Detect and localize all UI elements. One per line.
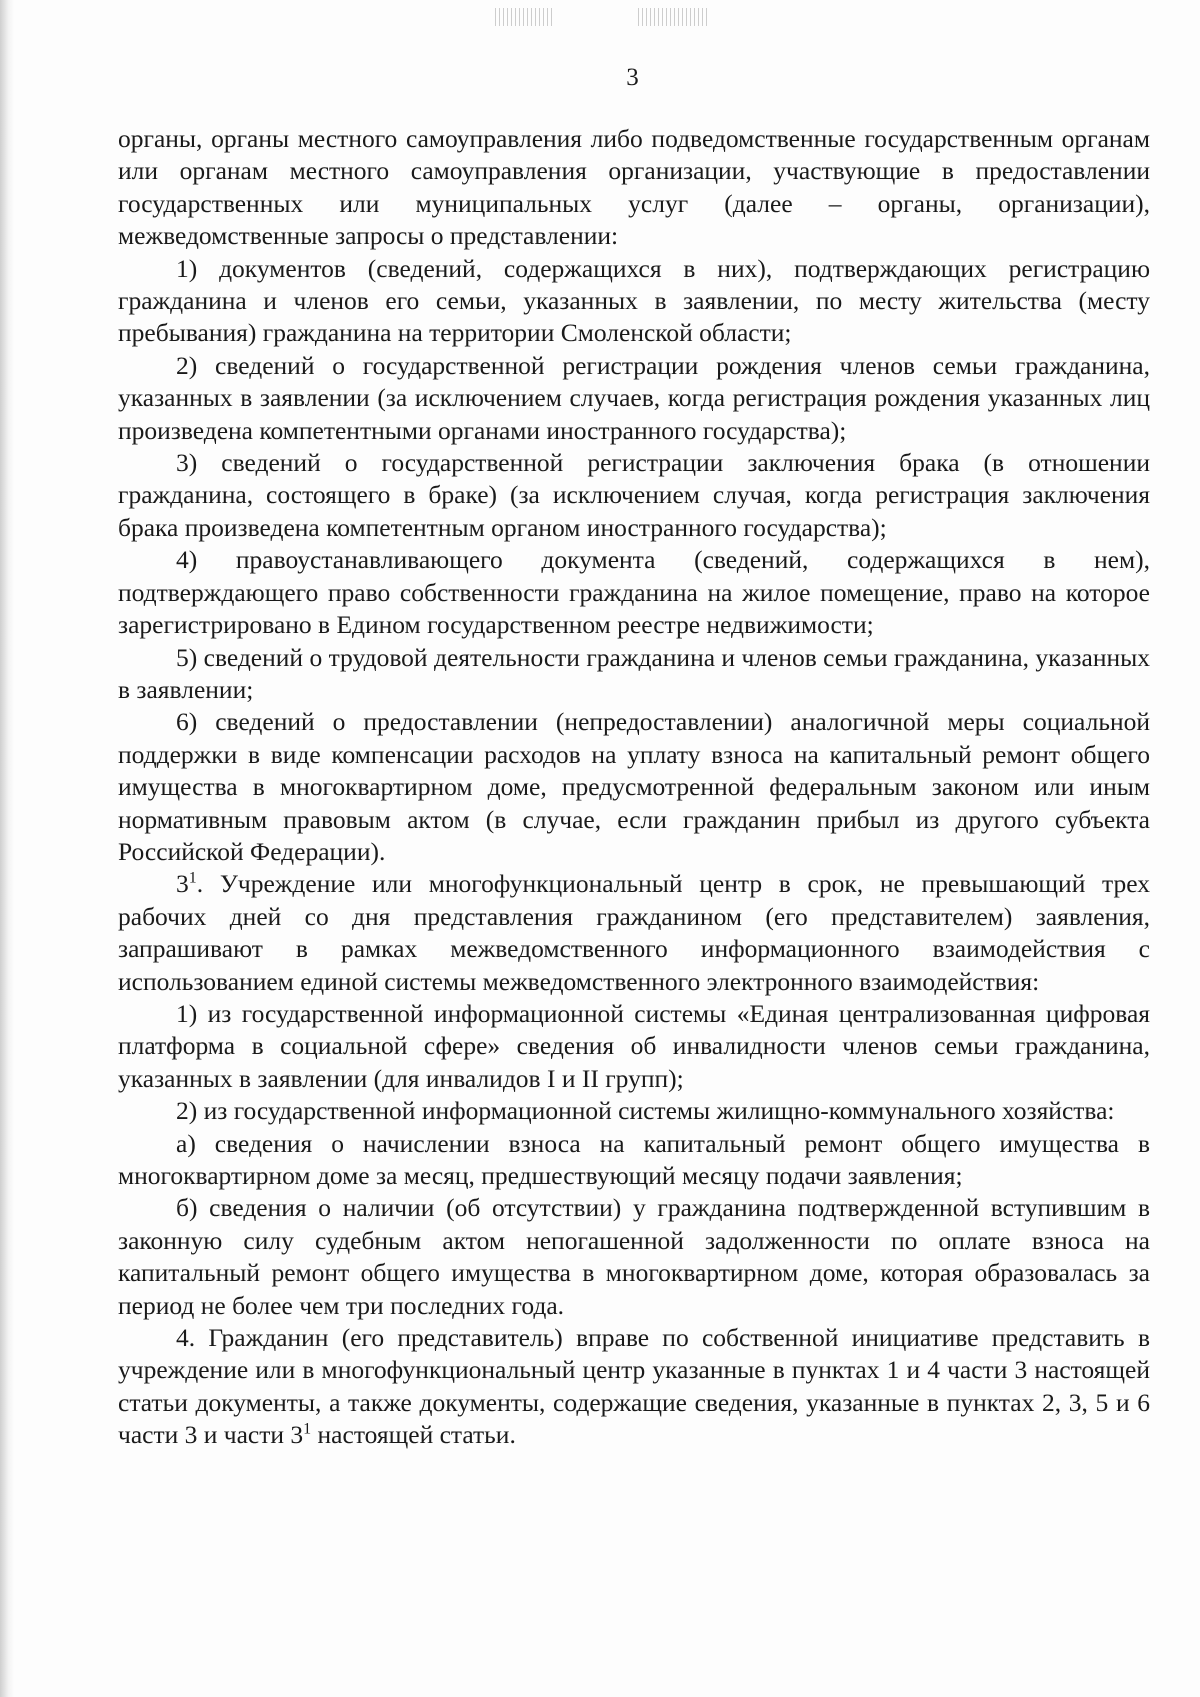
list-item-1: 1) документов (сведений, содержащихся в них), подтверждающих регистрацию гражданина и членов его семьи, указанных в заявлении, по месту жительства (месту пребывания) гражданина на территории Смоленской области; [118,253,1150,348]
part-superscript: 1 [188,869,197,887]
list-item-4: 4) правоустанавливающего документа (сведений, содержащихся в нем), подтверждающего право собственности гражданина на жилое помещение, право на которое зарегистрировано в Едином государственном реестре недвижимости; [118,545,1150,640]
list-item-2: 2) сведений о государственной регистрации рождения членов семьи гражданина, указанных в заявлении (за исключением случаев, когда регистрация рождения указанных лиц произведена компетентными органами иностранного государства); [118,350,1150,445]
paragraph-intro: органы, органы местного самоуправления либо подведомственные государственным органам или органам местного самоуправления организации, участвующие в предоставлении государственных или муниципальных услуг (далее – органы, организации), межведомственные запросы о представлении: [118,124,1150,251]
list-item-5: 5) сведений о трудовой деятельности гражданина и членов семьи гражданина, указанных в заявлении; [118,642,1150,704]
scan-artifact [638,8,710,26]
part-number: 3 [176,869,189,899]
page-number: 3 [626,64,639,91]
paragraph-part-4 [118,1322,1150,1452]
list-item-3: 3) сведений о государственной регистрации заключения брака (в отношении гражданина, состоящего в браке) (за исключением случая, когда регистрация заключения брака произведена компетентным органом иностранного государства); [118,448,1150,542]
sub-item-b: б) сведения о наличии (об отсутствии) у гражданина подтвержденной вступившим в законную силу судебным актом непогашенной задолженности по оплате взноса на капитальный ремонт общего имущества в многоквартирном доме, которая образовалась за период не более чем три последних года. [118,1193,1150,1320]
list-item-6: 6) сведений о предоставлении (непредоставлении) аналогичной меры социальной поддержки в виде компенсации расходов на уплату взноса на капитальный ремонт общего имущества в многоквартирном доме, предусмотренной федеральным законом или иным нормативным правовым актом (в случае, если гражданин прибыл из другого субъекта Российской Федерации). [118,707,1150,866]
part-4-text: 4. Гражданин (его представитель) вправе по собственной инициативе представить в учреждение или в многофункциональный центр указанные в пунктах 1 и 4 части 3 настоящей статьи документы, а также документы, содержащие сведения, указанные в пунктах 2, 3, 5 и 6 части 3 и части 3 [118,1323,1150,1450]
list-item-3-1-1: 1) из государственной информационной системы «Единая централизованная цифровая платформа в социальной сфере» сведения об инвалидности членов семьи гражданина, указанных в заявлении (для инвалидов I и II групп); [118,998,1150,1093]
list-item-3-1-2: 2) из государственной информационной системы жилищно-коммунального хозяйства: [176,1096,1115,1126]
document-body [118,123,1150,1452]
part-4-tail: настоящей статьи. [311,1420,516,1450]
scan-left-edge [0,0,14,1697]
paragraph-part-3-1 [118,868,1150,998]
part-text: . Учреждение или многофункциональный центр в срок, не превышающий трех рабочих дней со дня представления гражданином (его представителем) заявления, запрашивают в рамках межведомственного информационного взаимодействия с использованием единой системы межведомственного электронного взаимодействия: [118,869,1150,996]
scan-artifact [495,8,555,26]
sub-item-a: а) сведения о начислении взноса на капитальный ремонт общего имущества в многоквартирном доме за месяц, предшествующий месяцу подачи заявления; [118,1128,1150,1190]
part-4-superscript: 1 [303,1420,312,1438]
